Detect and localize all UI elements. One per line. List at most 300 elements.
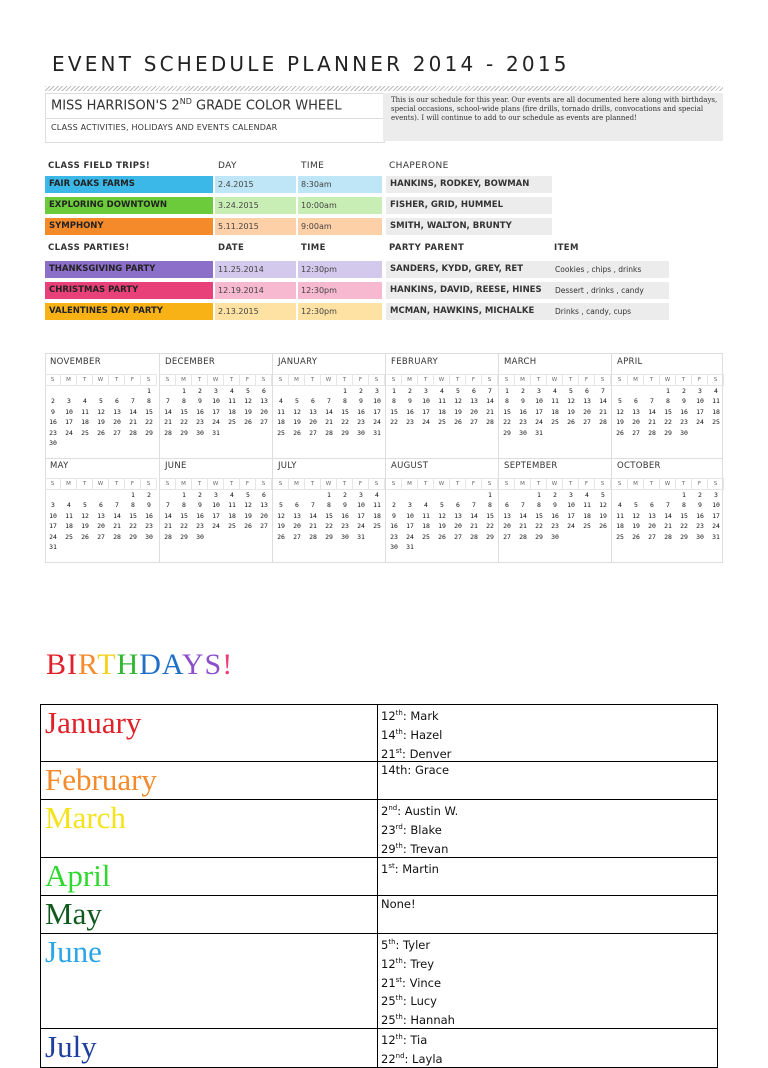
birthday-row [41,800,718,857]
weekday-label: T [531,374,547,386]
weekday-label: W [660,374,676,386]
calendar-day: 30 [196,428,204,437]
calendar-day: 4 [375,491,379,499]
calendar-day: 29 [341,428,349,437]
calendar-day: 7 [601,387,605,395]
calendar-day: 11 [65,511,73,520]
calendar-day: 1 [666,387,670,395]
calendar-day: 11 [551,397,559,406]
calendar-day: 13 [293,511,301,520]
calendar-day: 31 [373,428,381,437]
calendar-day: 7 [311,501,315,510]
month-name: NOVEMBER [50,357,101,367]
calendar-day: 8 [147,397,151,406]
calendar-day: 14 [164,511,172,520]
calendar-day: 26 [277,532,285,541]
calendar-day: 24 [357,522,365,531]
calendar-day: 6 [456,501,460,510]
calendar-day: 9 [521,397,525,406]
calendar-day: 1 [505,387,509,395]
calendar-day: 9 [198,397,202,406]
calendar-day: 15 [535,511,543,520]
party-parent: SANDERS, KYDD, GREY, RET [386,261,552,278]
calendar-day: 12 [277,511,285,520]
calendar-day: 12 [567,397,575,406]
calendar-day: 6 [262,491,266,499]
calendar-day: 30 [696,532,704,541]
birthdays-title-letter: ! [222,648,234,681]
month-september [498,458,611,562]
calendar-day: 17 [535,407,543,416]
calendar-day: 11 [228,397,236,406]
calendar-day: 24 [65,428,73,437]
calendar-day: 3 [214,387,218,395]
calendar-day: 10 [422,397,430,406]
calendar-day: 23 [145,522,153,531]
calendar-day: 15 [664,407,672,416]
calendar-day: 26 [567,418,575,427]
calendar-day: 28 [325,428,333,437]
weekday-label: T [644,374,660,386]
calendar-day: 21 [164,418,172,427]
calendar-day: 15 [680,511,688,520]
weekday-label: F [579,374,595,386]
calendar-day: 22 [535,522,543,531]
birthdays-table [40,704,718,1068]
calendar-day: 2 [698,491,702,499]
calendar-day: 17 [567,511,575,520]
calendar-day: 23 [551,522,559,531]
calendar-day: 5 [246,387,250,395]
month-name: MAY [50,461,69,471]
calendar-day: 18 [65,522,73,531]
weekday-label: F [240,374,256,386]
calendar-day: 14 [325,407,333,416]
calendar-day: 25 [277,428,285,437]
calendar-day: 26 [97,428,105,437]
parties-date-header: DATE [218,243,245,253]
calendar-day: 1 [327,491,331,499]
calendar-day: 4 [618,501,622,510]
calendar-day: 8 [537,501,541,510]
calendar-day: 23 [196,418,204,427]
calendar-day: 30 [145,532,153,541]
calendar-day: 16 [196,511,204,520]
calendar-day: 31 [357,532,365,541]
calendar-day: 12 [244,501,252,510]
weekday-label: S [160,478,176,490]
calendar-day: 14 [519,511,527,520]
weekday-label: S [386,478,402,490]
calendar-day: 16 [341,511,349,520]
calendar-day: 2 [51,397,55,406]
calendar-day: 5 [279,501,283,510]
weekday-label: M [176,374,192,386]
calendar-day: 4 [279,397,283,406]
weekday-label: S [595,374,611,386]
calendar-day: 25 [228,418,236,427]
calendar-day: 24 [422,418,430,427]
month-may [45,458,158,562]
calendar-day: 25 [438,418,446,427]
calendar-day: 18 [616,522,624,531]
calendar-day: 8 [182,397,186,406]
calendar-day: 7 [166,501,170,510]
calendar-day: 12 [438,511,446,520]
weekday-label: M [176,478,192,490]
calendar-day: 3 [408,501,412,510]
birthday-entry: None! [381,896,416,911]
calendar-day: 12 [81,511,89,520]
calendar-day: 7 [131,397,135,406]
field-trip-day: 3.24.2015 [215,197,296,214]
month-march [498,354,611,458]
calendar-day: 20 [503,522,511,531]
calendar-day: 2 [408,387,412,395]
weekday-label: T [224,478,240,490]
field-trip-name: FAIR OAKS FARMS [45,176,213,193]
calendar-day: 23 [196,522,204,531]
party-parent: MCMAN, HAWKINS, MICHALKE [386,303,552,320]
calendar-day: 4 [67,501,71,510]
calendar-day: 15 [341,407,349,416]
weekday-label: S [369,478,385,490]
calendar-day: 4 [714,387,718,395]
field-trip-chaperone: SMITH, WALTON, BRUNTY [386,218,552,235]
weekday-label: T [192,478,208,490]
field-trip-day: 5.11.2015 [215,218,296,235]
calendar-day: 27 [470,418,478,427]
calendar-day: 19 [293,418,301,427]
weekday-label: T [644,478,660,490]
calendar-day: 19 [599,511,607,520]
calendar-day: 9 [682,397,686,406]
birthday-month: July [41,1029,378,1068]
calendar-day: 28 [164,428,172,437]
birthday-month: April [41,857,378,895]
calendar-day: 27 [503,532,511,541]
calendar-day: 22 [680,522,688,531]
page-title: EVENT SCHEDULE PLANNER 2014 - 2015 [52,52,570,76]
field-trip-day: 2.4.2015 [215,176,296,193]
calendar-day: 28 [470,532,478,541]
calendar-day: 30 [390,542,398,551]
month-january [272,354,385,458]
calendar-day: 21 [129,418,137,427]
birthday-entry: 21st: Vince [381,975,442,990]
calendar-day: 24 [712,522,720,531]
weekday-label: T [337,374,353,386]
birthday-entry: 12th: Trey [381,956,435,971]
weekday-label: F [125,374,141,386]
calendar-day: 7 [115,501,119,510]
calendar-day: 9 [343,501,347,510]
calendar-day: 1 [682,491,686,499]
calendar-day: 31 [406,542,414,551]
calendar-day: 29 [680,532,688,541]
calendar-day: 18 [277,418,285,427]
calendar-day: 13 [309,407,317,416]
field-trip-chaperone: HANKINS, RODKEY, BOWMAN [386,176,552,193]
party-date: 2.13.2015 [215,303,296,320]
calendar-day: 13 [648,511,656,520]
birthdays-title [46,648,233,682]
weekday-label: T [337,478,353,490]
calendar-day: 20 [113,418,121,427]
calendar-day: 6 [634,397,638,406]
month-name: MARCH [504,357,537,367]
weekday-label: S [708,374,724,386]
party-time: 12:30pm [298,303,382,320]
calendar-day: 29 [325,532,333,541]
calendar-day: 4 [83,397,87,406]
calendar-day: 10 [373,397,381,406]
calendar-day: 23 [390,532,398,541]
calendar-day: 5 [618,397,622,406]
calendar-day: 24 [49,532,57,541]
month-name: DECEMBER [165,357,216,367]
calendar-day: 10 [212,501,220,510]
calendar-day: 14 [129,407,137,416]
calendar-day: 9 [51,407,55,416]
calendar-day: 25 [551,418,559,427]
calendar-day: 18 [583,511,591,520]
year-calendar [45,353,723,563]
birthday-entry: 12th: Tia [381,1032,428,1047]
calendar-day: 23 [341,522,349,531]
calendar-day: 22 [503,418,511,427]
calendar-day: 23 [406,418,414,427]
calendar-day: 15 [180,511,188,520]
calendar-day: 27 [648,532,656,541]
calendar-day: 27 [260,522,268,531]
birthday-entry: 22nd: Layla [381,1051,443,1066]
weekday-label: W [547,478,563,490]
calendar-day: 22 [325,522,333,531]
calendar-day: 18 [228,407,236,416]
birthdays-title-letter: T [97,648,117,681]
birthday-row [41,762,718,800]
calendar-day: 8 [682,501,686,510]
field-trips-time-header: TIME [301,161,325,171]
parties-header: CLASS PARTIES! [48,243,130,253]
calendar-day: 8 [505,397,509,406]
calendar-day: 23 [357,418,365,427]
calendar-day: 28 [664,532,672,541]
weekday-label: S [499,374,515,386]
month-name: JUNE [165,461,187,471]
birthday-month: May [41,895,378,933]
birthday-row [41,1029,718,1068]
calendar-day: 12 [244,397,252,406]
party-name: THANKSGIVING PARTY [45,261,213,278]
calendar-day: 18 [228,511,236,520]
calendar-day: 22 [129,522,137,531]
calendar-day: 23 [519,418,527,427]
calendar-day: 14 [486,397,494,406]
birthdays-title-letter: I [67,648,79,681]
birthday-row [41,933,718,1028]
birthdays-title-letter: A [161,648,182,681]
calendar-day: 20 [260,511,268,520]
calendar-day: 12 [616,407,624,416]
birthday-names [378,705,718,762]
calendar-day: 13 [503,511,511,520]
month-name: APRIL [617,357,643,367]
calendar-day: 14 [648,407,656,416]
calendar-day: 29 [180,428,188,437]
calendar-day: 24 [696,418,704,427]
calendar-day: 6 [99,501,103,510]
calendar-day: 9 [553,501,557,510]
calendar-day: 21 [309,522,317,531]
weekday-label: F [466,478,482,490]
calendar-day: 19 [454,407,462,416]
party-time: 12:30pm [298,282,382,299]
month-july [272,458,385,562]
weekday-label: M [402,374,418,386]
calendar-day: 6 [505,501,509,510]
party-parent: HANKINS, DAVID, REESE, HINES [386,282,552,299]
calendar-day: 1 [537,491,541,499]
birthdays-title-letter: S [204,648,223,681]
calendar-day: 30 [551,532,559,541]
calendar-day: 29 [180,532,188,541]
calendar-day: 17 [357,511,365,520]
calendar-day: 6 [262,387,266,395]
calendar-day: 20 [97,522,105,531]
calendar-day: 28 [164,532,172,541]
calendar-day: 25 [712,418,720,427]
calendar-day: 7 [472,501,476,510]
calendar-day: 8 [488,501,492,510]
calendar-day: 1 [392,387,396,395]
calendar-day: 19 [277,522,285,531]
birthday-entry: 14th: Grace [381,763,450,778]
calendar-day: 21 [470,522,478,531]
calendar-day: 21 [599,407,607,416]
calendar-day: 7 [166,397,170,406]
calendar-day: 30 [357,428,365,437]
birthday-month: June [41,933,378,1028]
birthday-entry: 14th: Hazel [381,727,443,742]
calendar-day: 18 [438,407,446,416]
calendar-day: 19 [81,522,89,531]
calendar-day: 21 [486,407,494,416]
calendar-day: 13 [632,407,640,416]
weekday-label: M [515,374,531,386]
calendar-day: 22 [145,418,153,427]
calendar-day: 28 [599,418,607,427]
calendar-day: 24 [212,522,220,531]
month-october [611,458,724,562]
weekday-label: S [256,374,272,386]
calendar-day: 18 [81,418,89,427]
calendar-day: 15 [486,511,494,520]
month-name: FEBRUARY [391,357,438,367]
calendar-day: 2 [343,491,347,499]
calendar-day: 5 [569,387,573,395]
calendar-day: 28 [309,532,317,541]
calendar-day: 4 [553,387,557,395]
calendar-day: 22 [390,418,398,427]
calendar-day: 25 [228,522,236,531]
calendar-day: 21 [519,522,527,531]
calendar-day: 4 [424,501,428,510]
calendar-day: 16 [696,511,704,520]
hatch-divider [45,86,723,91]
calendar-day: 31 [712,532,720,541]
calendar-day: 24 [535,418,543,427]
calendar-day: 10 [535,397,543,406]
weekday-label: T [418,478,434,490]
birthday-names [378,1029,718,1068]
calendar-day: 25 [373,522,381,531]
calendar-day: 11 [81,407,89,416]
calendar-day: 5 [99,397,103,406]
calendar-day: 3 [537,387,541,395]
weekday-label: F [692,478,708,490]
planner-subtitle: CLASS ACTIVITIES, HOLIDAYS AND EVENTS CALENDAR [51,123,278,132]
weekday-label: F [353,374,369,386]
weekday-label: M [289,374,305,386]
weekday-label: T [676,478,692,490]
calendar-day: 24 [373,418,381,427]
weekday-label: W [660,478,676,490]
calendar-day: 26 [599,522,607,531]
calendar-day: 3 [569,491,573,499]
weekday-label: S [612,478,628,490]
weekday-label: T [109,478,125,490]
calendar-day: 11 [616,511,624,520]
calendar-day: 9 [198,501,202,510]
calendar-day: 27 [113,428,121,437]
calendar-day: 13 [260,397,268,406]
weekday-label: T [305,374,321,386]
field-trips-header: CLASS FIELD TRIPS! [48,161,151,171]
calendar-day: 28 [648,428,656,437]
calendar-day: 17 [712,511,720,520]
calendar-day: 10 [49,511,57,520]
weekday-label: T [305,478,321,490]
calendar-day: 22 [486,522,494,531]
calendar-day: 20 [632,418,640,427]
calendar-day: 26 [81,532,89,541]
calendar-day: 15 [180,407,188,416]
calendar-day: 5 [634,501,638,510]
calendar-day: 1 [131,491,135,499]
party-time: 12:30pm [298,261,382,278]
calendar-day: 26 [244,418,252,427]
calendar-day: 17 [373,407,381,416]
planner-note: This is our schedule for this year. Our events are all documented here along with birthdays, special occasions, school-wide plans (fire drills, tornado drills, convocations and special events). I will continue to add to our schedule as events are planned! [391,96,718,122]
weekday-label: S [273,478,289,490]
weekday-label: S [45,478,61,490]
calendar-day: 10 [567,501,575,510]
calendar-day: 26 [454,418,462,427]
calendar-day: 1 [182,387,186,395]
calendar-day: 12 [599,501,607,510]
calendar-day: 19 [632,522,640,531]
weekday-label: T [418,374,434,386]
calendar-day: 25 [583,522,591,531]
calendar-day: 16 [196,407,204,416]
calendar-day: 14 [164,407,172,416]
field-trip-name: SYMPHONY [45,218,213,235]
calendar-day: 2 [359,387,363,395]
birthday-names [378,800,718,857]
calendar-day: 5 [601,491,605,499]
